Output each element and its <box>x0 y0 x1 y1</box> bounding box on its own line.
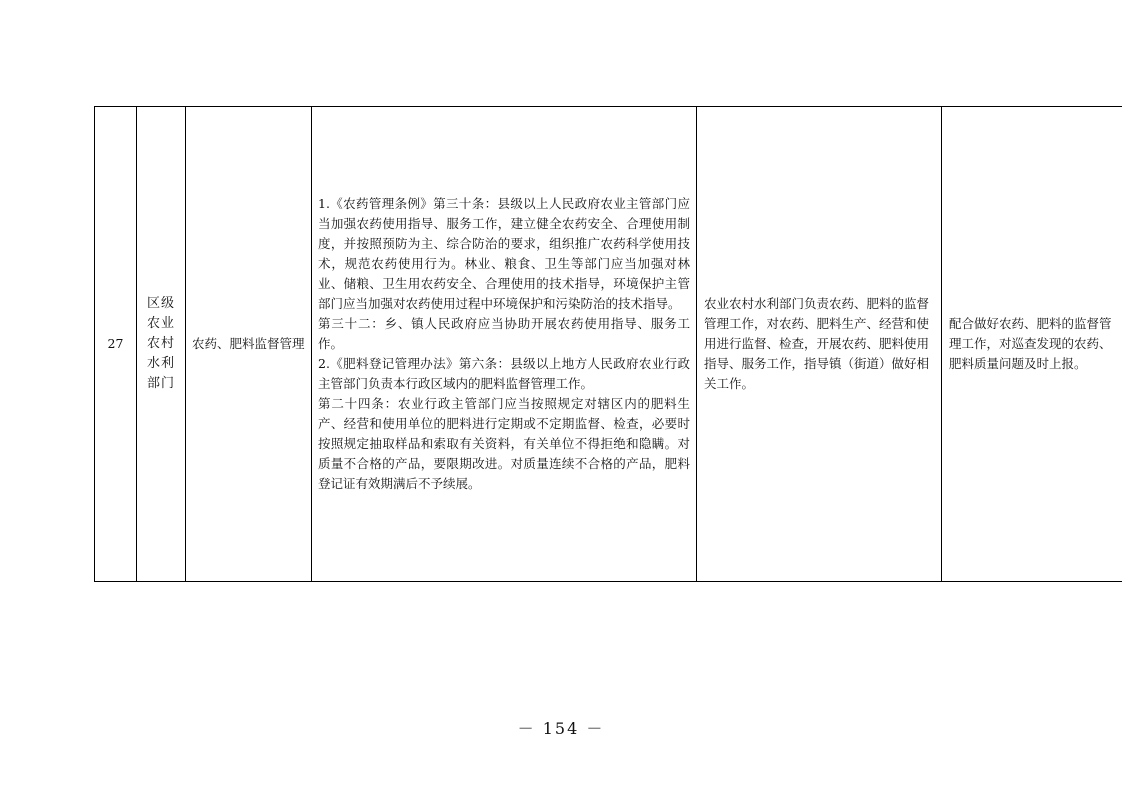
legal-basis-paragraph: 第三十二：乡、镇人民政府应当协助开展农药使用指导、服务工作。 <box>318 316 690 351</box>
item-cell <box>186 107 312 582</box>
legal-basis-paragraph: 2.《肥料登记管理办法》第六条：县级以上地方人民政府农业行政主管部门负责本行政区域内的肥料监督管理工作。 <box>318 356 690 391</box>
legal-basis-paragraph: 第二十四条：农业行政主管部门应当按照规定对辖区内的肥料生产、经营和使用单位的肥料进行定期或不定期监督、检查，必要时按照规定抽取样品和索取有关资料，有关单位不得拒绝和隐瞒。对质量不合格的产品，要限期改进。对质量连续不合格的产品，肥料登记证有效期满后不予续展。 <box>318 396 690 491</box>
legal-basis-paragraph: 1.《农药管理条例》第三十条：县级以上人民政府农业主管部门应当加强农药使用指导、服务工作，建立健全农药安全、合理使用制度，并按照预防为主、综合防治的要求，组织推广农药科学使用技术，规范农药使用行为。林业、粮食、卫生等部门应当加强对林业、储粮、卫生用农药安全、合理使用的技术指导，环境保护主管部门应当加强对农药使用过程中环境保护和污染防治的技术指导。 <box>318 196 690 311</box>
duty-cell <box>697 107 942 582</box>
responsibility-table <box>94 106 1122 582</box>
department-cell <box>137 107 186 582</box>
cooperation-cell <box>942 107 1122 582</box>
item-name: 农药、肥料监督管理 <box>192 336 305 351</box>
page-number: － 154 － <box>517 719 605 738</box>
row-number-cell <box>95 107 137 582</box>
legal-basis-cell <box>312 107 697 582</box>
table-row <box>95 107 1122 582</box>
cooperation-text: 配合做好农药、肥料的监督管理工作，对巡查发现的农药、肥料质量问题及时上报。 <box>949 316 1112 371</box>
duty-text: 农业农村水利部门负责农药、肥料的监督管理工作，对农药、肥料生产、经营和使用进行监督、检查，开展农药、肥料使用指导、服务工作，指导镇（街道）做好相关工作。 <box>704 296 930 391</box>
department-name: 区级农业农村水利部门 <box>147 296 176 391</box>
row-number: 27 <box>107 336 124 351</box>
